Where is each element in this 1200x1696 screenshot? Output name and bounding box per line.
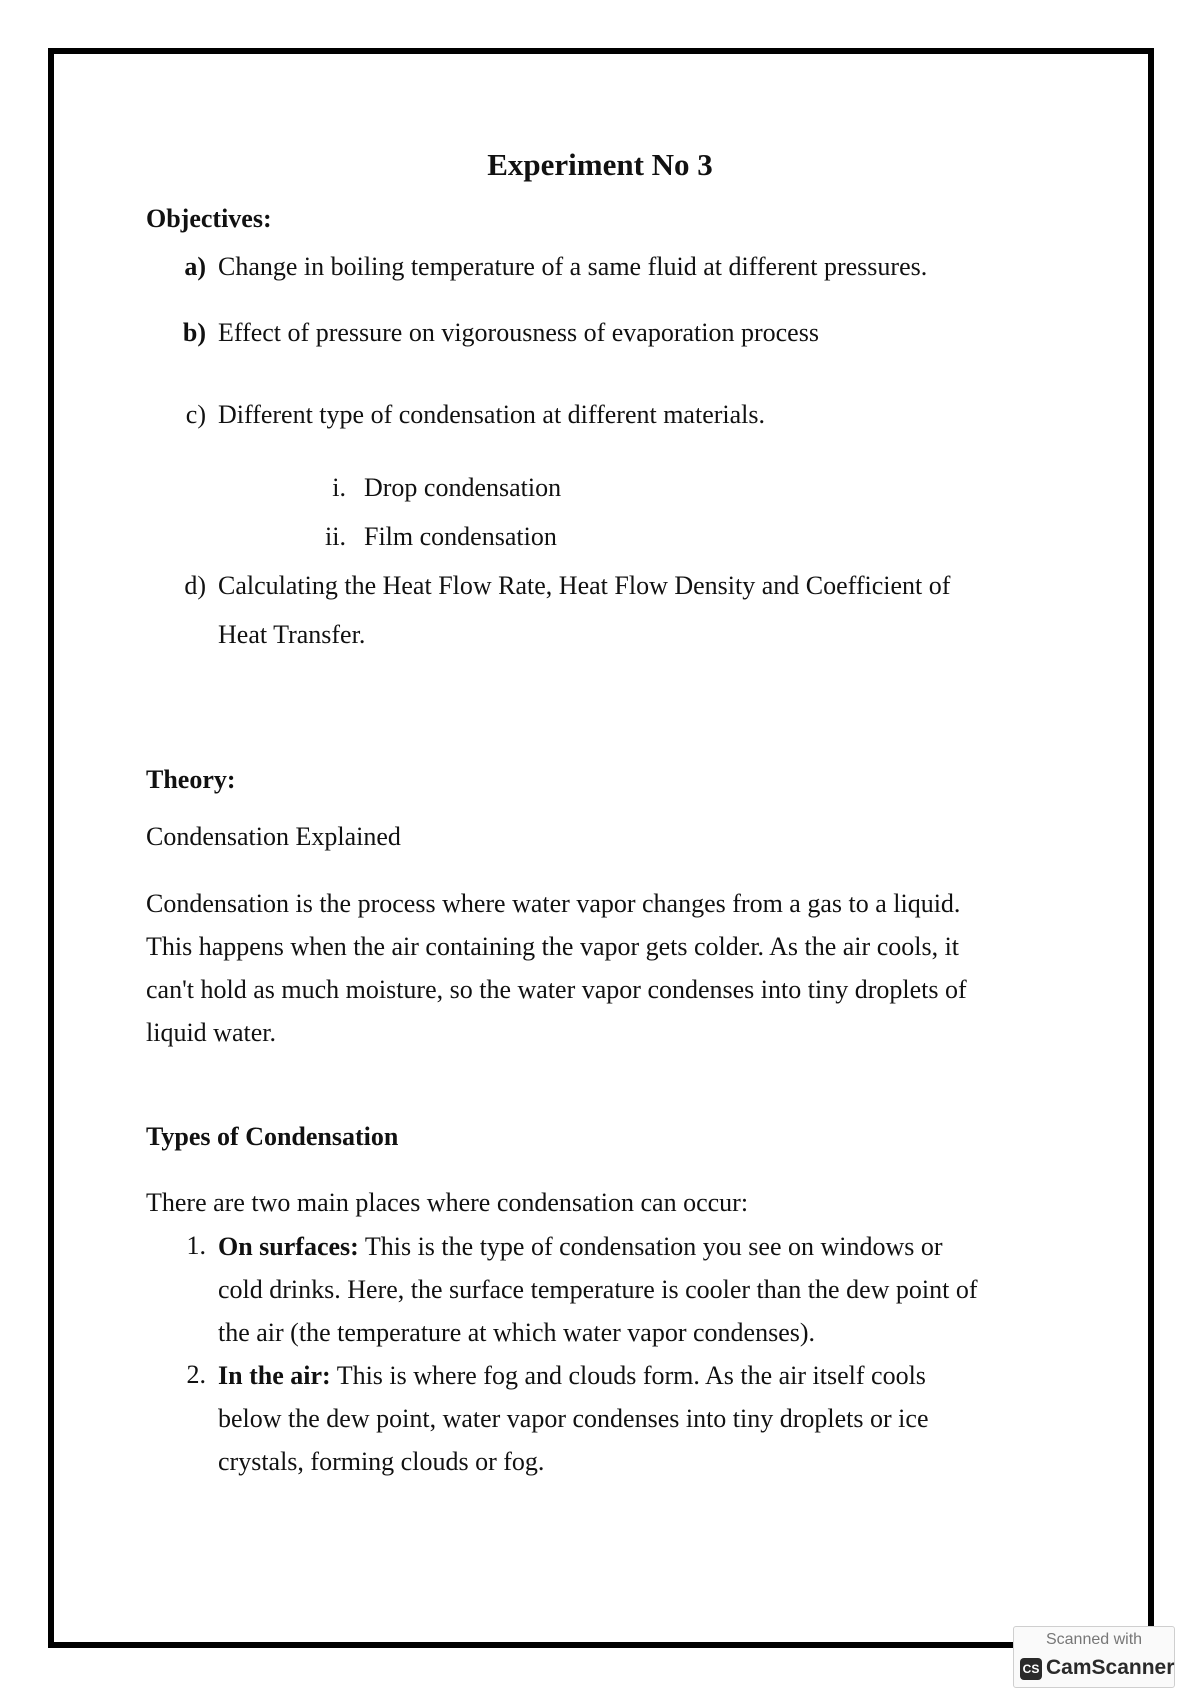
subitem-ii-text: Film condensation: [364, 522, 557, 551]
subitem-i-marker: i.: [332, 473, 346, 502]
theory-paragraph-line: liquid water.: [146, 1018, 276, 1047]
objectives-heading: Objectives:: [146, 204, 272, 233]
objective-c-marker: c): [185, 400, 206, 429]
objective-d-line1: Calculating the Heat Flow Rate, Heat Flow Density and Coefficient of: [218, 571, 951, 600]
type-1-line: [218, 1225, 1078, 1268]
type-2-line: crystals, forming clouds or fog.: [218, 1447, 545, 1476]
type-2-text: [218, 1354, 1078, 1483]
theory-paragraph-line: This happens when the air containing the vapor gets colder. As the air cools, it: [146, 932, 960, 961]
type-2-line: below the dew point, water vapor condenses into tiny droplets or ice: [218, 1404, 929, 1433]
objective-b-marker: b): [182, 318, 206, 347]
objective-a-text: Change in boiling temperature of a same fluid at different pressures.: [218, 252, 928, 281]
type-1-marker: 1.: [186, 1231, 206, 1260]
page-title: Experiment No 3: [487, 147, 713, 182]
type-2-label: In the air:: [218, 1361, 331, 1390]
type-1-line: cold drinks. Here, the surface temperature is cooler than the dew point of: [218, 1275, 978, 1304]
type-2-line-rest: This is where fog and clouds form. As the air itself cools: [330, 1361, 926, 1390]
theory-paragraph-line: Condensation is the process where water vapor changes from a gas to a liquid.: [146, 889, 961, 918]
subitem-ii-marker: ii.: [325, 522, 346, 551]
theory-paragraph: [146, 882, 1066, 1054]
theory-subheading: Condensation Explained: [146, 822, 401, 851]
objective-b-text: Effect of pressure on vigorousness of evaporation process: [218, 318, 819, 347]
theory-heading: Theory:: [146, 765, 236, 794]
types-intro: There are two main places where condensation can occur:: [146, 1188, 749, 1217]
objective-c-text: Different type of condensation at different materials.: [218, 400, 766, 429]
type-1-text: [218, 1225, 1078, 1354]
subitem-i-text: Drop condensation: [364, 473, 562, 502]
type-1-label: On surfaces:: [218, 1232, 359, 1261]
type-1-line: the air (the temperature at which water vapor condenses).: [218, 1318, 816, 1347]
objective-d-marker: d): [184, 571, 206, 600]
types-heading: Types of Condensation: [146, 1122, 399, 1151]
type-1-line-rest: This is the type of condensation you see on windows or: [358, 1232, 943, 1261]
watermark-brand: CamScanner: [1046, 1656, 1175, 1679]
watermark-top-text: Scanned with: [1045, 1631, 1143, 1648]
theory-paragraph-line: can't hold as much moisture, so the water vapor condenses into tiny droplets of: [146, 975, 967, 1004]
camscanner-watermark: [1013, 1626, 1175, 1688]
type-2-line: [218, 1354, 1078, 1397]
objective-a-marker: a): [184, 252, 206, 281]
objective-d-line2: Heat Transfer.: [218, 620, 366, 649]
type-2-marker: 2.: [186, 1360, 206, 1389]
camscanner-logo-icon: CS: [1020, 1658, 1042, 1680]
